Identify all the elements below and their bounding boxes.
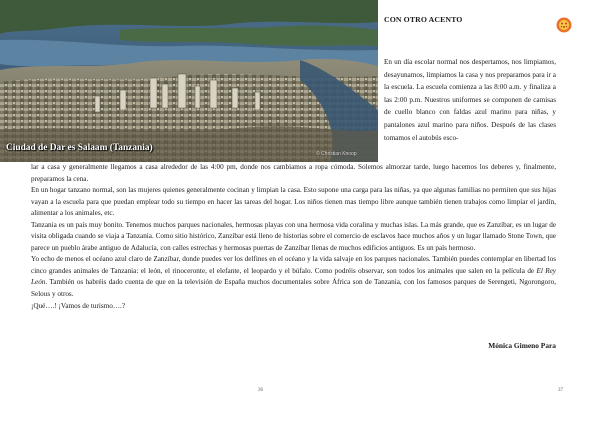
paragraph-wildlife-text-b: . También os habréis dado cuenta de que en la televisión de España muchos documentales sobre África son de Tanzania, con los famosos parques de Serengeti, Ngorongoro, Selous y otros. — [31, 278, 556, 299]
intro-column — [384, 56, 556, 144]
dar-es-salaam-photo — [0, 0, 378, 162]
paragraph-wildlife-text-a: Yo echo de menos el océano azul claro de Zanzíbar, donde puedes ver los delfines en el océano y la vida salvaje en los parques nacionales. También puedes contemplar en libertad los cinco grandes animales de Tanzania: el león, el rinoceronte, el elefante, el leopardo y el búfalo. Como podréis observar, son todos los animales que salen en la película de — [31, 255, 556, 275]
photo-caption: Ciudad de Dar es Salaam (Tanzania) — [6, 143, 153, 153]
paragraph-home-life: En un hogar tanzano normal, son las mujeres quienes generalmente cocinan y limpian la casa. Esto supone una carga para las niñas, ya que algunas familias no permiten que sus hijas vayan a la escuela para que puedan emplear todo su tiempo en hacer las tareas del hogar. Los niños tienen mas tiempo libre aunque también tienen trabajos como limpiar el jardín, alimentar a los animales, etc. — [31, 186, 556, 218]
paragraph-tanzania: Tanzania es un país muy bonito. Tenemos muchos parques nacionales, hermosas playas con una hermosa vida coralina y muchas islas. La más grande, que es Zanzíbar, es un lugar de visita obligada cuando se viaja a Tanzania. Como sitio histórico, Zanzíbar está lleno de historias sobre el comercio de esclavos hace muchos años y un lugar llamado Stone Town, que parece un pueblo árabe antiguo de Adalucía, con calles estrechas y hermosas puertas de Zanzíbar llenas de muchos edificios antiguos. Es un país hermoso. — [31, 220, 556, 252]
paragraph-after-school: lar a casa y generalmente llegamos a casa alrededor de las 4:00 pm, donde nos cambiamos a ropa cómoda. Solemos almorzar tarde, luego hacemos los deberes y, finalmente, preparamos la cena. — [31, 163, 556, 183]
author-name: Mónica Gimeno Para — [488, 341, 556, 350]
photo-credit: © Christian Knoop — [316, 151, 357, 157]
film-title: El Rey León — [31, 266, 556, 287]
paragraph-wildlife — [31, 254, 556, 300]
closing-line: ¡Qué….! ¡Vamos de turismo….? — [31, 301, 126, 310]
article-title: CON OTRO ACENTO — [384, 15, 463, 24]
intro-paragraph: En un día escolar normal nos despertamos, nos limpiamos, desayunamos, limpiamos la casa y nos preparamos para ir a la escuela. La escuela comienza a las 8:00 a.m. y finaliza a las 2:00 p.m. Nuestros uniformes se componen de camisas de cuello blanco con faldas azul marino para niñas, y pantalones azul marino para niños. Después de las clases tomamos el autobús esco- — [384, 58, 556, 142]
sun-logo-icon — [556, 17, 572, 33]
page-number-right: 37 — [558, 388, 563, 393]
page-number-left: 36 — [258, 388, 263, 393]
article-body — [31, 162, 556, 312]
